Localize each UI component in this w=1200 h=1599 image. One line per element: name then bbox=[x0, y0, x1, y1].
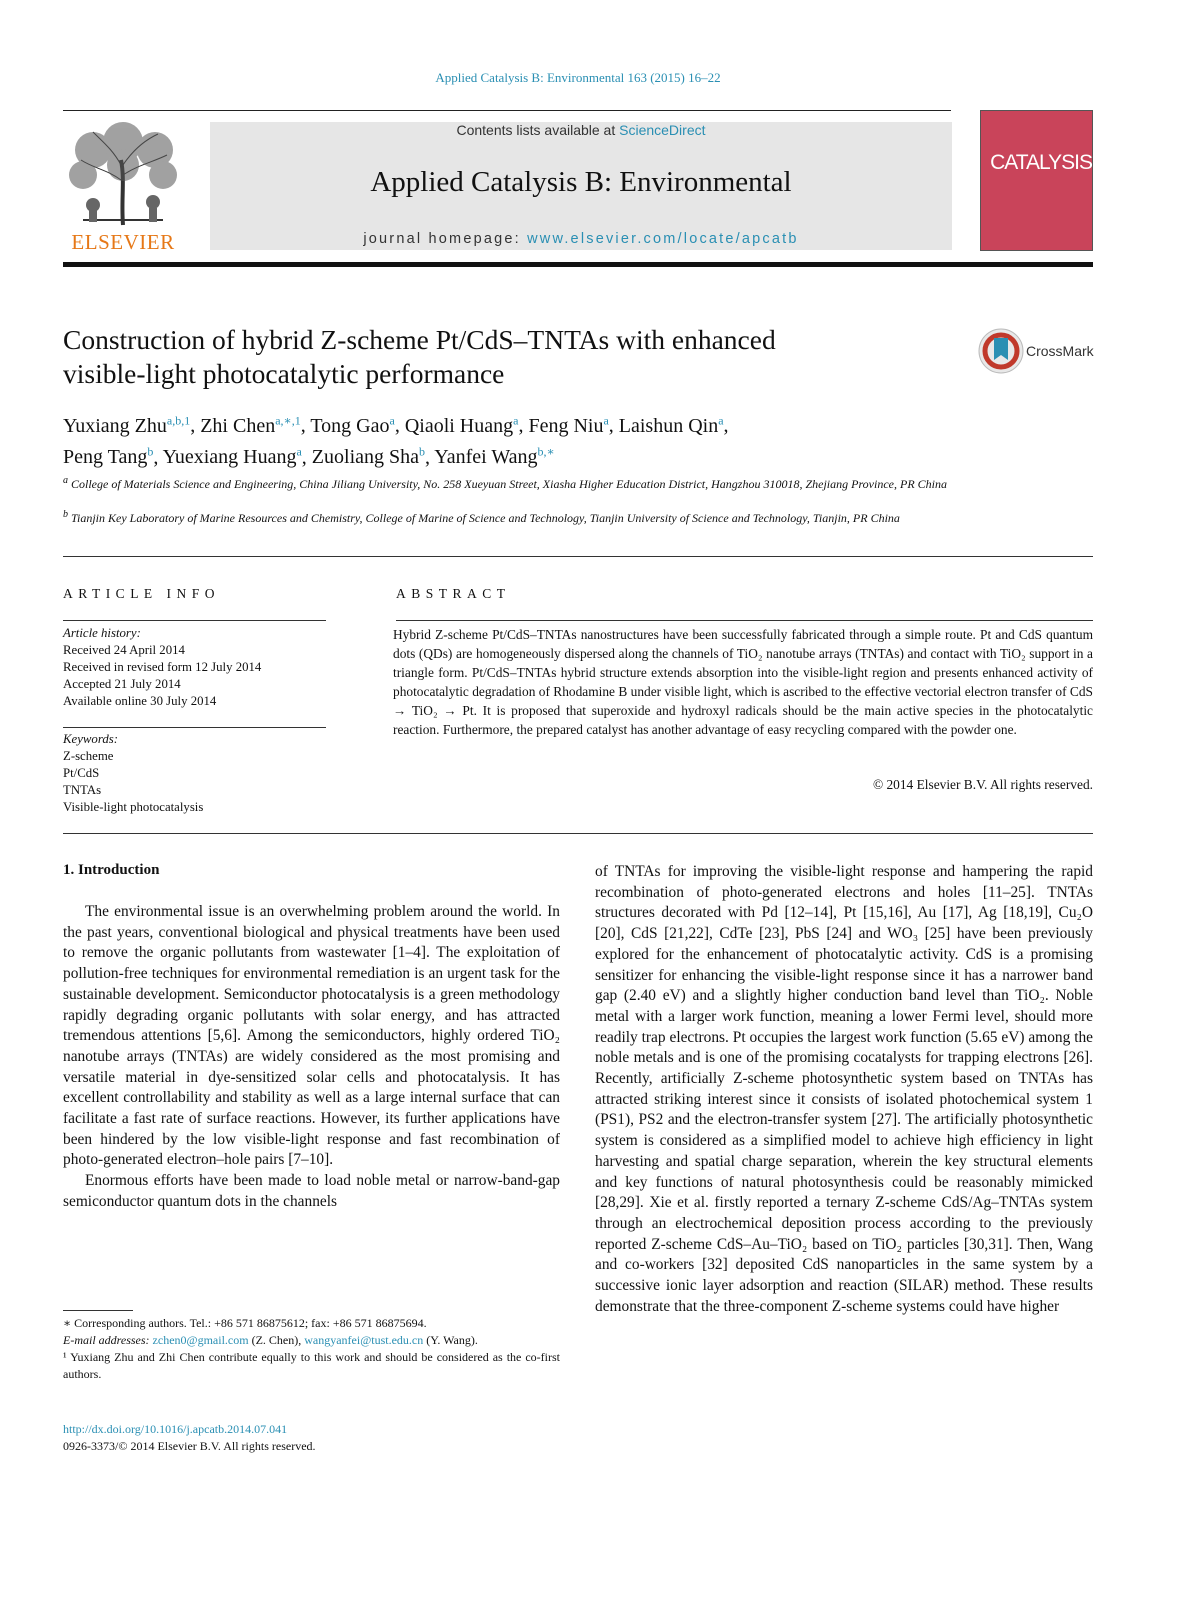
journal-cover-thumbnail[interactable] bbox=[980, 110, 1093, 251]
affiliation-b: $^b$ Tianjin Key Laboratory of Marine Resources and Chemistry, College of Marine of Science and Technology, Tianjin University of Science and Technology, Tianjin, PR China bbox=[63, 509, 900, 525]
affiliation-a: $^a$ College of Materials Science and Engineering, China Jiliang University, No. 258 Xueyuan Street, Xiasha Higher Education District, Hangzhou 310018, Zhejiang Province, PR China bbox=[63, 475, 947, 491]
title-line-2: visible-light photocatalytic performance bbox=[63, 358, 505, 389]
author[interactable]: Yuexiang Huang$^a$ bbox=[162, 444, 302, 469]
abstract-text: Hybrid Z-scheme Pt/CdS–TNTAs nanostructures have been successfully fabricated through a simple route. Pt and CdS quantum dots (QDs) are homogeneously dispersed along the channels of TiO₂ nanotube arrays (TNTAs) and contact with TiO₂ support in a triangle form. Pt/CdS–TNTAs hybrid structure extends absorption into the visible-light region and presents enhanced activity of photocatalytic degradation of Rhodamine B under visible light, which is ascribed to the effective vectorial electron transfer of CdS → TiO₂ → Pt. It is proposed that superoxide and hydroxyl radicals should be the main active species in the photocatalytic reaction. Furthermore, the prepared catalyst has another advantage of easy recycling compared with the powder one. bbox=[393, 627, 1093, 737]
journal-homepage bbox=[210, 231, 952, 247]
author[interactable]: Qiaoli Huang$^a$ bbox=[404, 413, 519, 437]
article-history bbox=[63, 625, 326, 710]
keyword: Visible-light photocatalysis bbox=[63, 800, 204, 814]
email-owner: (Z. Chen), bbox=[251, 1333, 302, 1347]
doi-block bbox=[63, 1421, 560, 1455]
email-label: E-mail addresses: bbox=[63, 1333, 150, 1347]
history-accepted: Accepted 21 July 2014 bbox=[63, 677, 181, 691]
homepage-link[interactable]: www.elsevier.com/locate/apcatb bbox=[527, 231, 799, 247]
masthead-divider bbox=[63, 262, 1093, 267]
author[interactable]: Yuxiang Zhu$^{a,b,1}$ bbox=[63, 413, 191, 437]
email-link[interactable]: zchen0@gmail.com bbox=[152, 1333, 249, 1347]
keywords-block bbox=[63, 731, 326, 816]
author[interactable]: Laishun Qin$^a$ bbox=[618, 413, 724, 437]
abstract-heading: ABSTRACT bbox=[396, 586, 511, 601]
journal-reference-link[interactable]: Applied Catalysis B: Environmental 163 (2015) 16–22 bbox=[435, 70, 721, 85]
keywords-label: Keywords: bbox=[63, 732, 118, 746]
abstract-copyright: © 2014 Elsevier B.V. All rights reserved. bbox=[872, 777, 1093, 792]
body-paragraph: of TNTAs for improving the visible-light response and hampering the rapid recombination of photo-generated electrons and holes [11–25]. TNTAs structures decorated with Pd [12–14], Pt [15,16], Au [17], Ag [18,19], Cu₂O [20], CdS [21,22], CdTe [23], PbS [24] and WO₃ [25] have been previously explored for the enhancement of photocatalytic activity. CdS is a promising sensitizer for enhancing the visible-light response since it has a narrower band gap (2.40 eV) and a slightly higher conduction band level than TiO₂. Noble metal with a larger work function, meaning a lower Fermi level, should more readily trap electrons. Pt occupies the largest work function (5.65 eV) among the noble metals and is one of the promising cocatalysts for trapping electrons [26]. Recently, artificially Z-scheme photosynthetic system based on TNTAs has attracted striking interest since it consists of isolated photochemical system 1 (PS1), PS2 and the electron-transfer system [27]. The artificially photosynthetic system is considered as a simplified model to achieve high efficiency in light harvesting and spatial charge separation, wherein the key structural elements and key functions of natural photosynthesis could be reasonably mimicked [28,29]. Xie et al. firstly reported a ternary Z-scheme CdS/Ag–TNTAs system through an electrochemical deposition process according to the previously reported Z-scheme CdS–Au–TiO₂ based on TiO₂ particles [30,31]. Then, Wang and co-workers [32] deposited CdS nanoparticles in the same system by a successive ionic layer adsorption and reaction (SILAR) method. These results demonstrate that the three-component Z-scheme systems could have higher bbox=[595, 863, 1093, 1315]
author[interactable]: Peng Tang$^b$ bbox=[63, 444, 154, 469]
email-owner: (Y. Wang). bbox=[426, 1333, 478, 1347]
footnote-corresponding: ∗ Corresponding authors. Tel.: +86 571 86875612; fax: +86 571 86875694. bbox=[63, 1316, 427, 1330]
history-online: Available online 30 July 2014 bbox=[63, 694, 217, 708]
footnotes bbox=[63, 1315, 560, 1383]
cover-title: CATALYSIS bbox=[990, 151, 1092, 174]
history-revised: Received in revised form 12 July 2014 bbox=[63, 660, 262, 674]
history-received: Received 24 April 2014 bbox=[63, 643, 185, 657]
journal-name: Applied Catalysis B: Environmental bbox=[370, 166, 792, 198]
author[interactable]: Zhi Chen$^{a,∗,1}$ bbox=[200, 413, 301, 437]
author[interactable]: Zuoliang Sha$^b$ bbox=[311, 444, 426, 469]
abstract-rule bbox=[396, 620, 1093, 621]
email-link[interactable]: wangyanfei@tust.edu.cn bbox=[304, 1333, 424, 1347]
issn-line: 0926-3373/© 2014 Elsevier B.V. All rights reserved. bbox=[63, 1439, 316, 1453]
article-title bbox=[63, 323, 943, 391]
contents-availability bbox=[210, 122, 952, 138]
keyword: Z-scheme bbox=[63, 749, 114, 763]
header-rule bbox=[63, 110, 951, 111]
body-column-left bbox=[63, 902, 560, 1213]
body-paragraph: Enormous efforts have been made to load noble metal or narrow-band-gap semiconductor quantum dots in the channels bbox=[63, 1172, 560, 1210]
section-heading-introduction: 1. Introduction bbox=[63, 862, 160, 878]
crossmark-label[interactable]: CrossMark bbox=[1026, 343, 1094, 359]
author[interactable]: Feng Niu$^a$ bbox=[528, 413, 609, 437]
article-info-heading: ARTICLE INFO bbox=[63, 586, 221, 601]
footnote-cofirst: ¹ Yuxiang Zhu and Zhi Chen contribute equally to this work and should be considered as the co-first authors. bbox=[63, 1350, 560, 1381]
keyword: Pt/CdS bbox=[63, 766, 100, 780]
sciencedirect-link[interactable]: ScienceDirect bbox=[619, 122, 706, 138]
affiliation-divider bbox=[63, 556, 1093, 557]
title-line-1: Construction of hybrid Z-scheme Pt/CdS–TNTAs with enhanced bbox=[63, 324, 776, 355]
article-info-rule bbox=[63, 620, 326, 621]
homepage-prefix: journal homepage: bbox=[363, 231, 528, 247]
author-list: Yuxiang Zhu$^{a,b,1}$, Zhi Chen$^{a,∗,1}$, Tong Gao$^a$, Qiaoli Huang$^a$, Feng Niu$^a$, Laishun Qin$^a$, Peng Tang$^b$, Yuexiang Huang$^a$, Zuoliang Sha$^b$, Yanfei Wang$^{b,∗}$ bbox=[63, 413, 729, 469]
footnote-emails bbox=[63, 1332, 560, 1349]
elsevier-wordmark: ELSEVIER bbox=[71, 230, 175, 254]
doi-link[interactable]: http://dx.doi.org/10.1016/j.apcatb.2014.07.041 bbox=[63, 1422, 288, 1436]
body-column-right bbox=[595, 862, 1093, 1317]
body-divider bbox=[63, 833, 1093, 834]
footnote-rule bbox=[63, 1310, 133, 1311]
keywords-rule bbox=[63, 727, 326, 728]
author[interactable]: Yanfei Wang$^{b,∗}$ bbox=[434, 444, 555, 469]
body-paragraph: The environmental issue is an overwhelming problem around the world. In the past years, conventional biological and physical treatments have been used to remove the organic pollutants from wastewater [1–4]. The exploitation of pollution-free techniques for environmental remediation is an urgent task for the sustainable development. Semiconductor photocatalysis is a green methodology rapidly degrading organic pollutants with solar energy, and has attracted tremendous attentions [5,6]. Among the semiconductors, highly ordered TiO₂ nanotube arrays (TNTAs) are widely considered as the most promising and versatile material in dye-sensitized solar cells and photocatalysis. It has excellent controllability and stability as well as a large internal surface that can facilitate a fast rate of surface reactions. However, its further applications have been hindered by the low visible-light response and fast recombination of photo-generated electron–hole pairs [7–10]. bbox=[63, 903, 560, 1169]
keyword: TNTAs bbox=[63, 783, 102, 797]
contents-prefix: Contents lists available at bbox=[456, 122, 620, 138]
history-label: Article history: bbox=[63, 626, 141, 640]
author[interactable]: Tong Gao$^a$ bbox=[310, 413, 395, 437]
